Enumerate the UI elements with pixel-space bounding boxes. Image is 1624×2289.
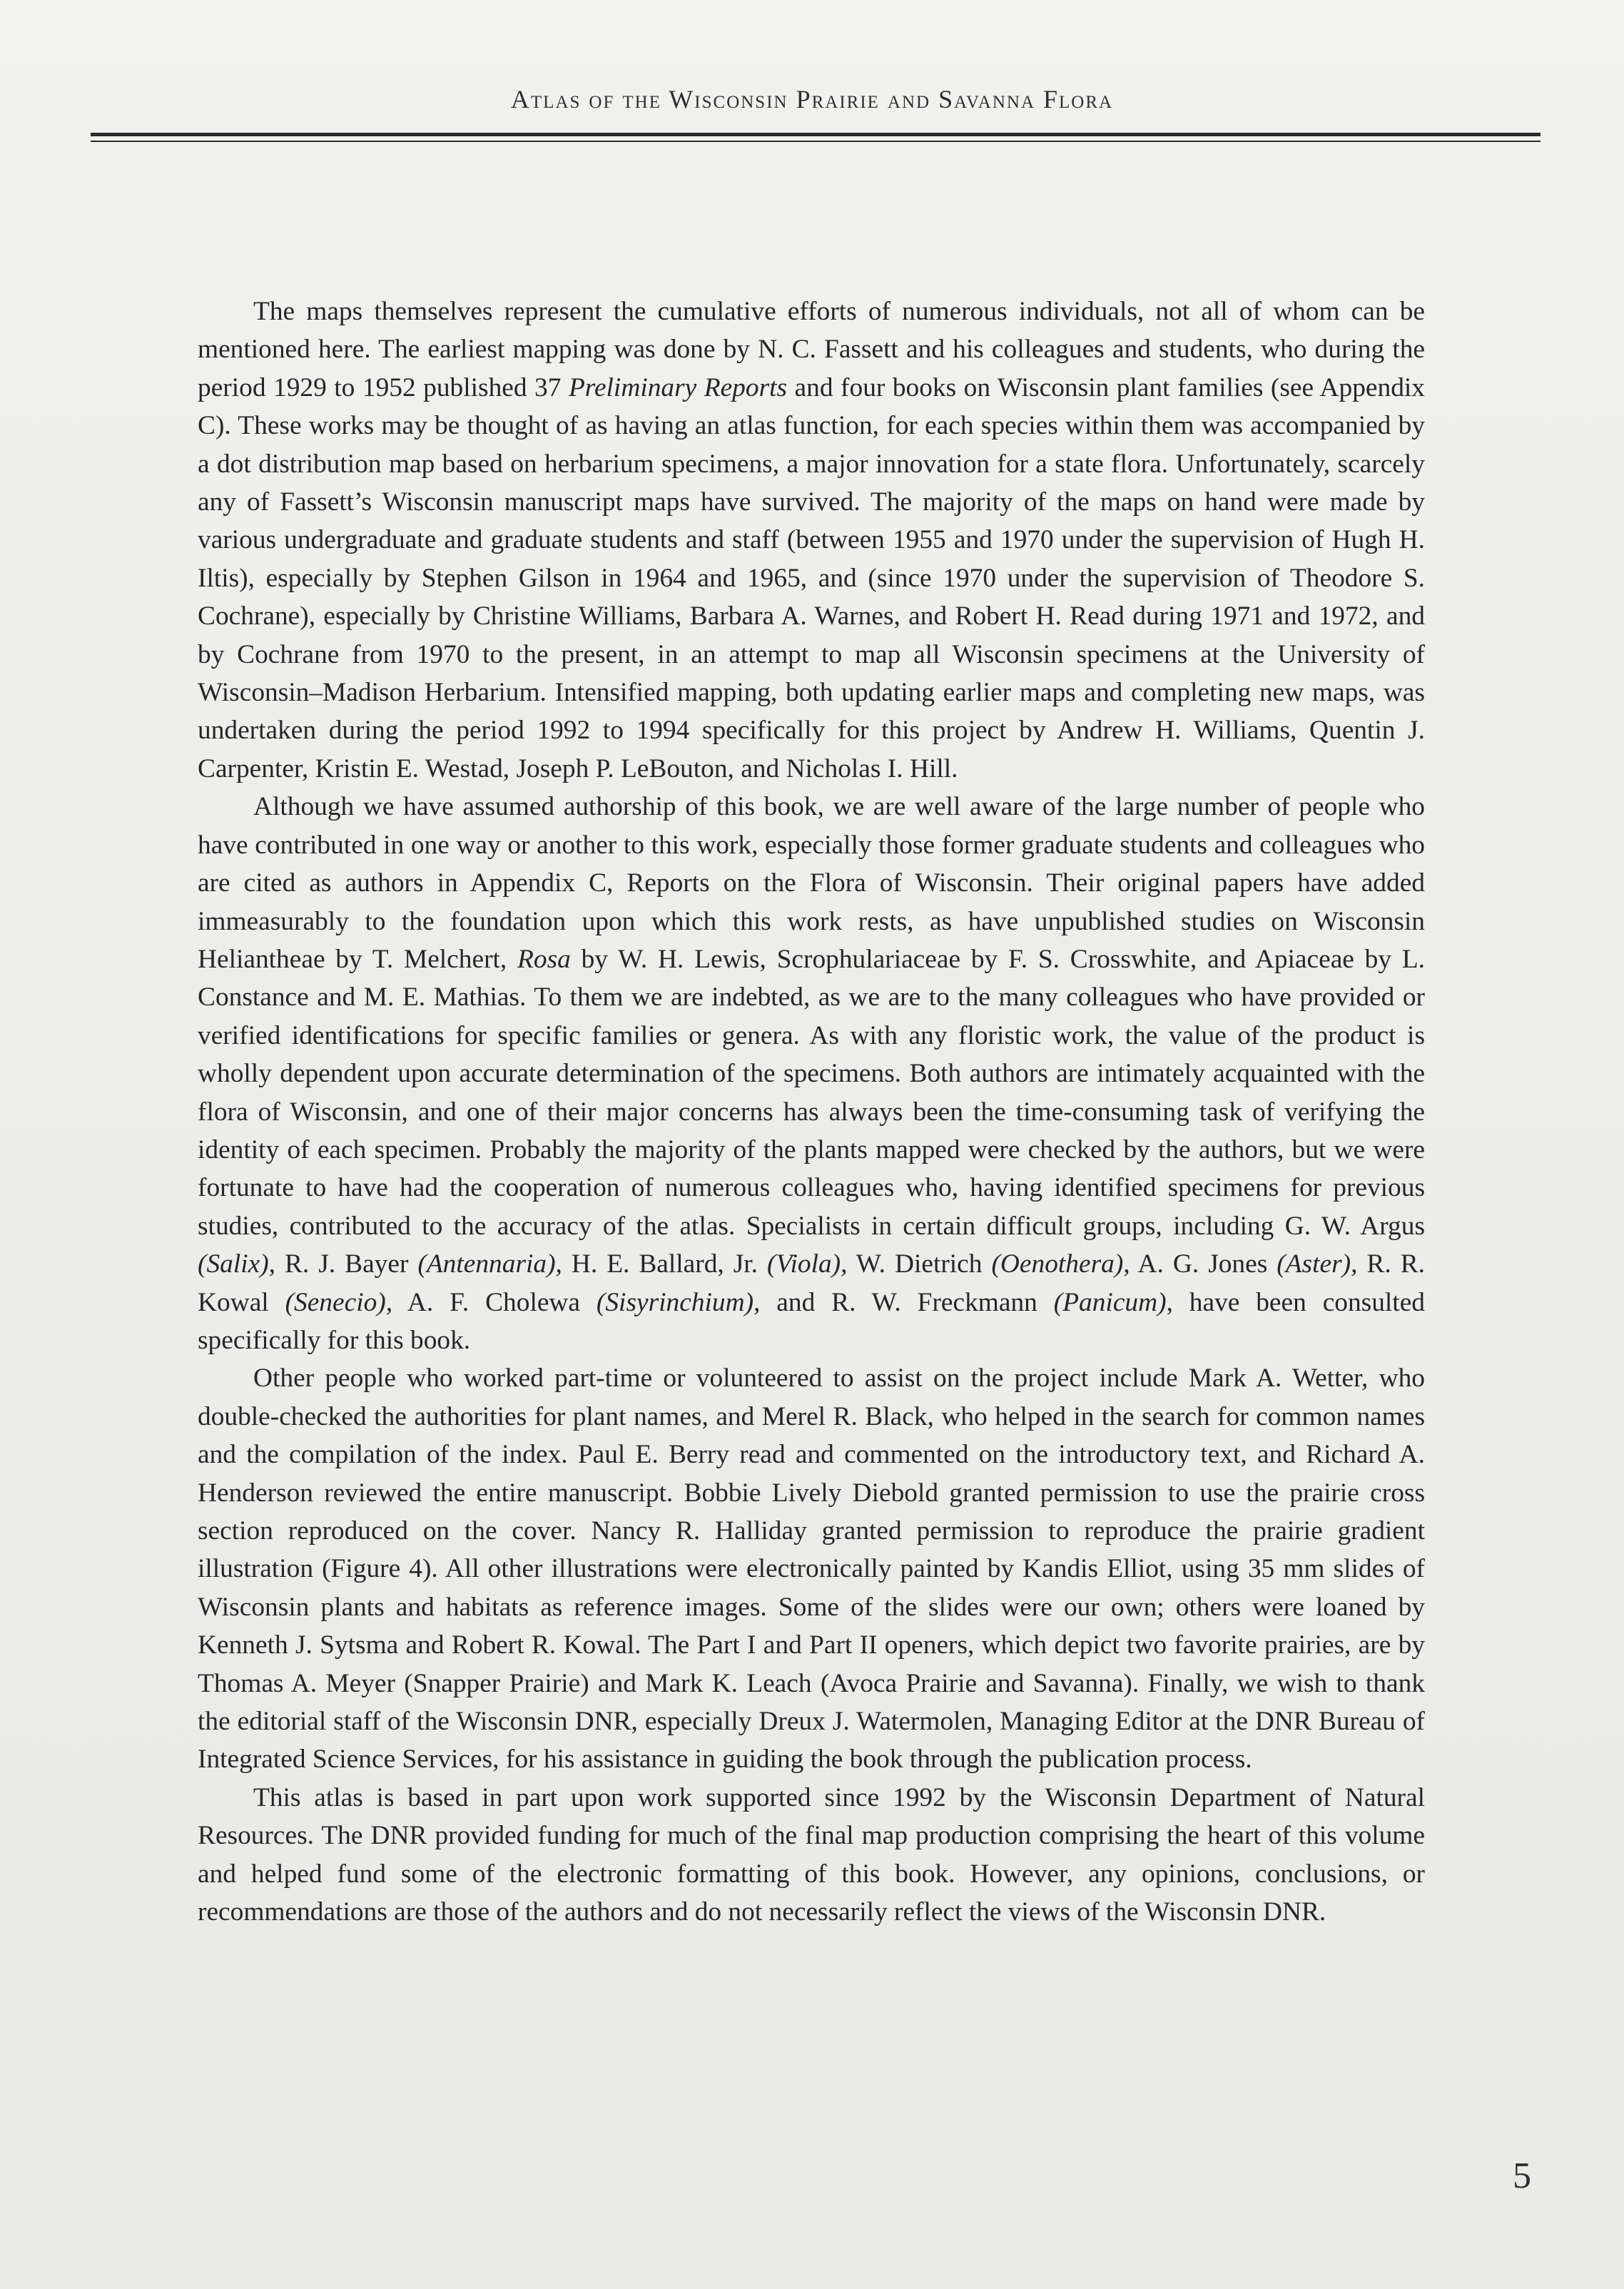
body-text <box>198 293 1425 1931</box>
text-run: R. J. Bayer <box>275 1249 418 1279</box>
genus-name: (Panicum) <box>1053 1287 1167 1317</box>
text-run: , have been consulted specifically for this book. <box>198 1287 1425 1355</box>
text-run: and four books on Wisconsin plant families (see Appendix C). These works may be thought of as having an atlas function, for each species within them was accompanied by a dot distribution map based on herbarium specimens, a major innovation for a state flora. Unfortunately, scarcely any of Fassett’s Wisconsin manuscript maps have survived. The majority of the maps on hand were made by various undergraduate and graduate students and staff (between 1955 and 1970 under the supervision of Hugh H. Iltis), especially by Stephen Gilson in 1964 and 1965, and (since 1970 under the supervision of Theodore S. Cochrane), especially by Christine Williams, Barbara A. Warnes, and Robert H. Read during 1971 and 1972, and by Cochrane from 1970 to the present, in an attempt to map all Wisconsin specimens at the University of Wisconsin–Madison Herbarium. Intensified mapping, both updating earlier maps and completing new maps, was undertaken during the period 1992 to 1994 specifically for this project by Andrew H. Williams, Quentin J. Carpenter, Kristin E. Westad, Joseph P. LeBouton, and Nicholas I. Hill. <box>198 372 1426 783</box>
genus-name: (Salix), <box>198 1249 276 1279</box>
text-run: by W. H. Lewis, Scrophulariaceae by F. S. Crosswhite, and Apiaceae by L. Constance and M. E. Mathias. To them we are indebted, as we are to the many colleagues who have provided or verified identifications for specific families or genera. As with any floristic work, the value of the product is wholly dependent upon accurate determination of the specimens. Both authors are intimately acquainted with the flora of Wisconsin, and one of their major concerns has always been the time-consuming task of verifying the identity of each specimen. Probably the majority of the plants mapped were checked by the authors, but we were fortunate to have had the cooperation of numerous colleagues who, having identified specimens for previous studies, contributed to the accuracy of the atlas. Specialists in certain difficult groups, including G. W. Argus <box>198 944 1426 1241</box>
text-run: and R. W. Freckmann <box>760 1287 1054 1317</box>
text-run: W. Dietrich <box>847 1249 992 1279</box>
paragraph-3: Other people who worked part-time or volunteered to assist on the project include Mark A. Wetter, who double-checked the authorities for plant names, and Merel R. Black, who helped in the search for common names and the compilation of the index. Paul E. Berry read and commented on the introductory text, and Richard A. Henderson reviewed the entire manuscript. Bobbie Lively Diebold granted permission to use the prairie cross section reproduced on the cover. Nancy R. Halliday granted permission to reproduce the prairie gradient illustration (Figure 4). All other illustrations were electronically painted by Kandis Elliot, using 35 mm slides of Wisconsin plants and habitats as reference images. Some of the slides were our own; others were loaned by Kenneth J. Sytsma and Robert R. Kowal. The Part I and Part II openers, which depict two favorite prairies, are by Thomas A. Meyer (Snapper Prairie) and Mark K. Leach (Avoca Prairie and Savanna). Finally, we wish to thank the editorial staff of the Wisconsin DNR, especially Dreux J. Watermolen, Managing Editor at the DNR Bureau of Integrated Science Services, for his assistance in guiding the book through the publication process. <box>198 1364 1425 1775</box>
genus-name: (Sisyrinchium), <box>596 1287 761 1317</box>
header-rule-thin <box>91 141 1541 142</box>
genus-name: (Antennaria), <box>417 1249 562 1279</box>
text-run: R. R. Kowal <box>198 1249 1425 1317</box>
paragraph-2 <box>198 788 1425 1359</box>
genus-name: (Senecio), <box>285 1287 393 1317</box>
genus-name: (Oenothera), <box>991 1249 1130 1279</box>
genus-name: Rosa <box>517 944 571 974</box>
italic-title: Preliminary Reports <box>568 372 788 402</box>
text-run: H. E. Ballard, Jr. <box>562 1249 767 1279</box>
genus-name: (Aster), <box>1277 1249 1358 1279</box>
text-run: Although we have assumed authorship of this book, we are well aware of the large number of people who have contributed in one way or another to this work, especially those former graduate students and colleagues who are cited as authors in Appendix C, Reports on the Flora of Wisconsin. Their original papers have added immeasurably to the foundation upon which this work rests, as have unpublished studies on Wisconsin Heliantheae by T. Melchert, <box>198 792 1425 974</box>
page-number: 5 <box>1513 2156 1531 2196</box>
paragraph-1 <box>198 293 1425 788</box>
text-run: The maps themselves represent the cumulative efforts of numerous individuals, not all of whom can be mentioned here. The earliest mapping was done by N. C. Fassett and his colleagues and students, who during the period 1929 to 1952 published 37 <box>198 297 1425 402</box>
paragraph-4: This atlas is based in part upon work supported since 1992 by the Wisconsin Department of Natural Resources. The DNR provided funding for much of the final map production comprising the heart of this volume and helped fund some of the electronic formatting of this book. However, any opinions, conclusions, or recommendations are those of the authors and do not necessarily reflect the views of the Wisconsin DNR. <box>198 1782 1425 1927</box>
header-rule-thick <box>91 133 1541 136</box>
text-run: A. F. Cholewa <box>392 1287 597 1317</box>
text-run: A. G. Jones <box>1130 1249 1277 1279</box>
genus-name: (Viola), <box>767 1249 848 1279</box>
running-head: Atlas of the Wisconsin Prairie and Savanna Flora <box>510 85 1114 113</box>
